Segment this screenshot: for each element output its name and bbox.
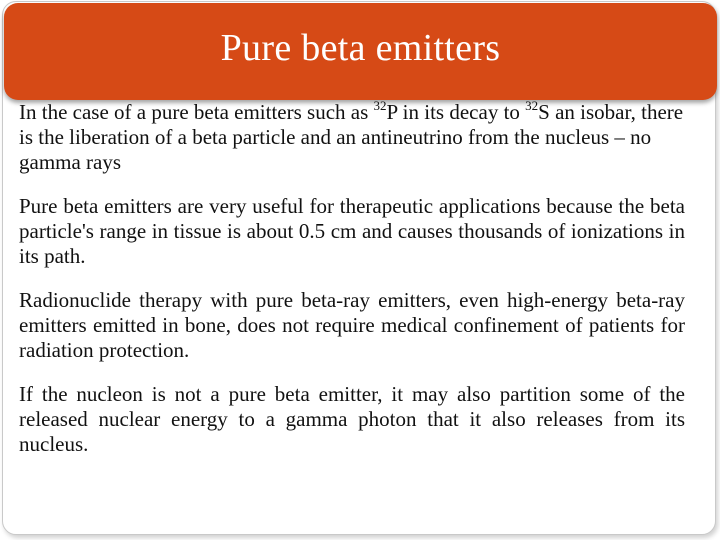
paragraph-pure-beta-decay (19, 100, 685, 175)
slide-title: Pure beta emitters (220, 26, 501, 69)
mass-number-superscript: 32 (525, 98, 539, 113)
paragraph-radionuclide-therapy: Radionuclide therapy with pure beta-ray emitters, even high-energy beta-ray emitters emitted in bone, does not require medical confinement of patients for radiation protection. (19, 288, 685, 362)
mass-number-superscript: 32 (373, 98, 387, 113)
title-banner (4, 3, 717, 100)
paragraph-1-text-b: P in its decay to (386, 100, 526, 124)
slide-body (19, 100, 685, 457)
paragraph-gamma-photon: If the nucleon is not a pure beta emitter, it may also partition some of the released nuclear energy to a gamma photon that it also releases from its nucleus. (19, 382, 685, 456)
paragraph-therapeutic-use: Pure beta emitters are very useful for therapeutic applications because the beta particle's range in tissue is about 0.5 cm and causes thousands of ionizations in its path. (19, 194, 685, 268)
paragraph-1-text-a: In the case of a pure beta emitters such as (19, 100, 374, 124)
paragraph-1-text-c: S an isobar, there is the liberation of a beta particle and an antineutrino from the nucleus – no gamma rays (19, 100, 684, 174)
